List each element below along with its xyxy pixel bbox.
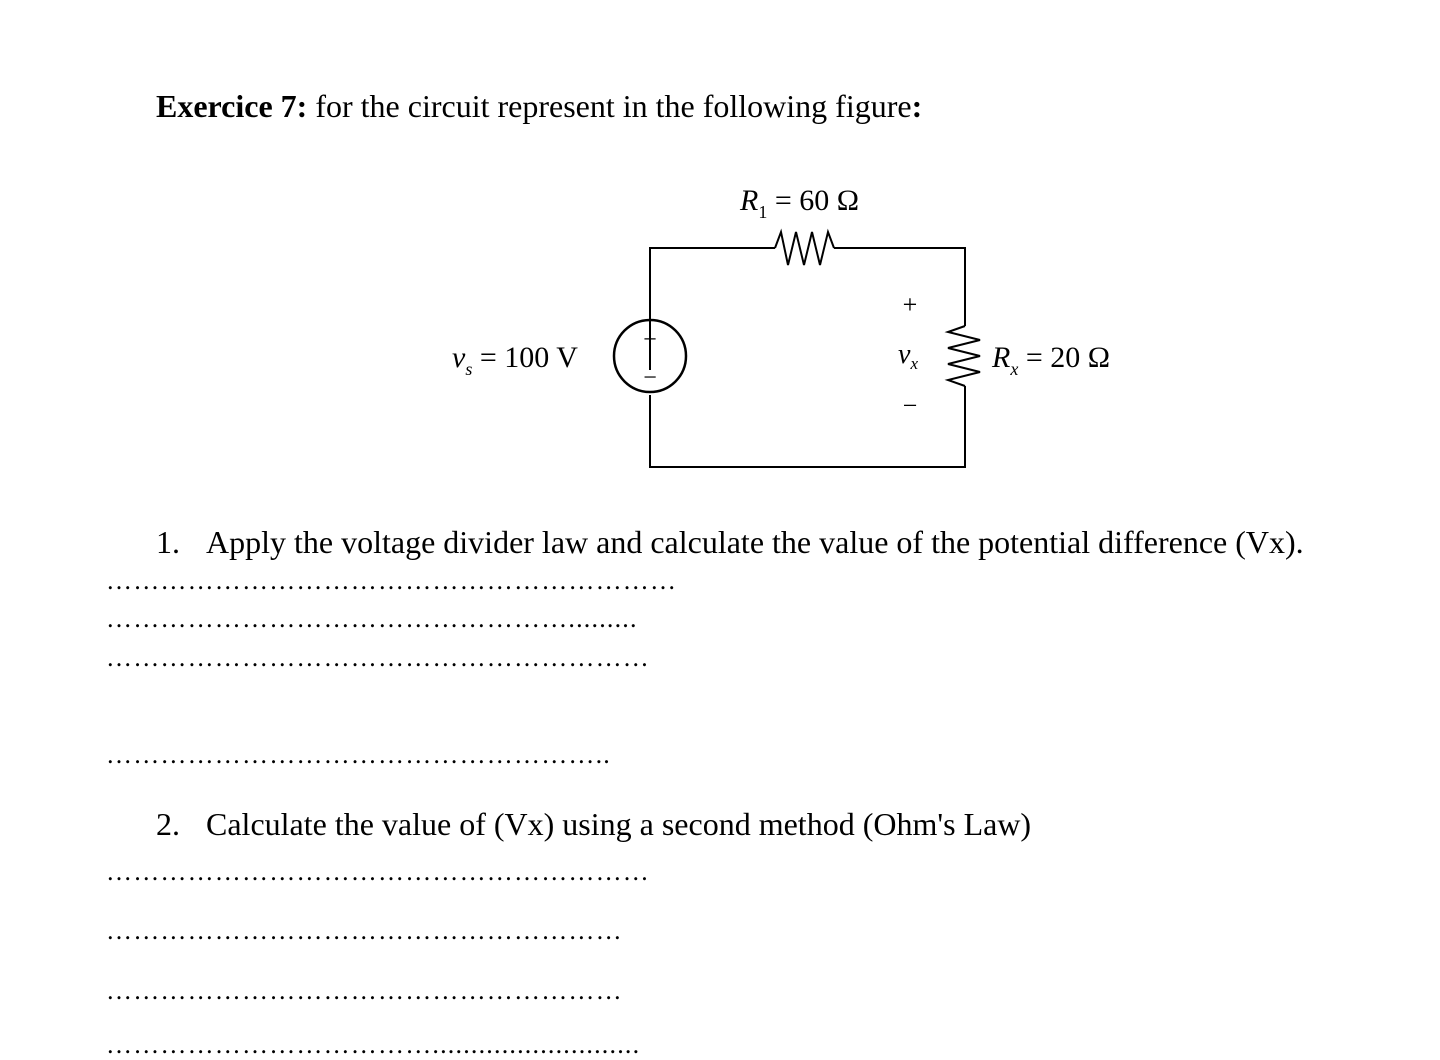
- svg-text:R1 = 60 Ω: [739, 184, 859, 222]
- source-plus: +: [643, 327, 657, 353]
- exercise-label: Exercice 7:: [156, 88, 308, 124]
- question-1: [156, 520, 1304, 564]
- answer-line[interactable]: ……………………………………………………: [106, 643, 650, 672]
- vs-value: = 100 V: [472, 341, 578, 374]
- svg-text:vx: [898, 339, 918, 373]
- exercise-title: [156, 84, 922, 128]
- answer-line[interactable]: …………………………………………………: [106, 916, 623, 945]
- answer-line[interactable]: …………………………………………….........: [106, 604, 638, 633]
- rx-label: R: [992, 341, 1011, 374]
- circuit-diagram: [440, 170, 1160, 490]
- question-number: 2.: [156, 806, 180, 842]
- answer-line[interactable]: ………………………………...........................: [106, 1030, 641, 1059]
- vs-subscript: s: [465, 359, 473, 379]
- question-number: 1.: [156, 524, 180, 560]
- r1-subscript: 1: [758, 202, 768, 222]
- answer-line[interactable]: …………………………………………………: [106, 976, 623, 1005]
- question-text: Apply the voltage divider law and calculate the value of the potential difference (Vx).: [206, 524, 1304, 560]
- exercise-text: for the circuit represent in the following figure: [307, 88, 912, 124]
- r1-value: = 60 Ω: [767, 184, 860, 217]
- vs-label: v: [452, 341, 466, 374]
- rx-resistor-icon: [948, 326, 980, 386]
- question-text: Calculate the value of (Vx) using a second method (Ohm's Law): [206, 806, 1032, 842]
- answer-line[interactable]: ………………………………………………………: [106, 566, 678, 595]
- vx-subscript: x: [910, 354, 918, 373]
- vx-minus: −: [902, 391, 918, 420]
- answer-line[interactable]: ………………………………………………..: [106, 740, 611, 769]
- vx-label: v: [898, 339, 911, 370]
- svg-text:Rx = 20 Ω: [991, 341, 1110, 379]
- top-wire-left: [650, 248, 775, 370]
- exercise-colon: :: [911, 88, 923, 124]
- rx-subscript: x: [1010, 359, 1019, 379]
- svg-text:vs = 100 V: [452, 341, 578, 379]
- top-wire-right: [834, 248, 965, 326]
- r1-label: R: [740, 184, 759, 217]
- bottom-wire: [650, 386, 965, 467]
- vx-plus: +: [902, 290, 918, 319]
- question-2: [156, 802, 1031, 846]
- r1-resistor-icon: [775, 232, 834, 265]
- rx-value: = 20 Ω: [1018, 341, 1111, 374]
- answer-line[interactable]: ……………………………………………………: [106, 857, 650, 886]
- source-minus: −: [643, 365, 657, 391]
